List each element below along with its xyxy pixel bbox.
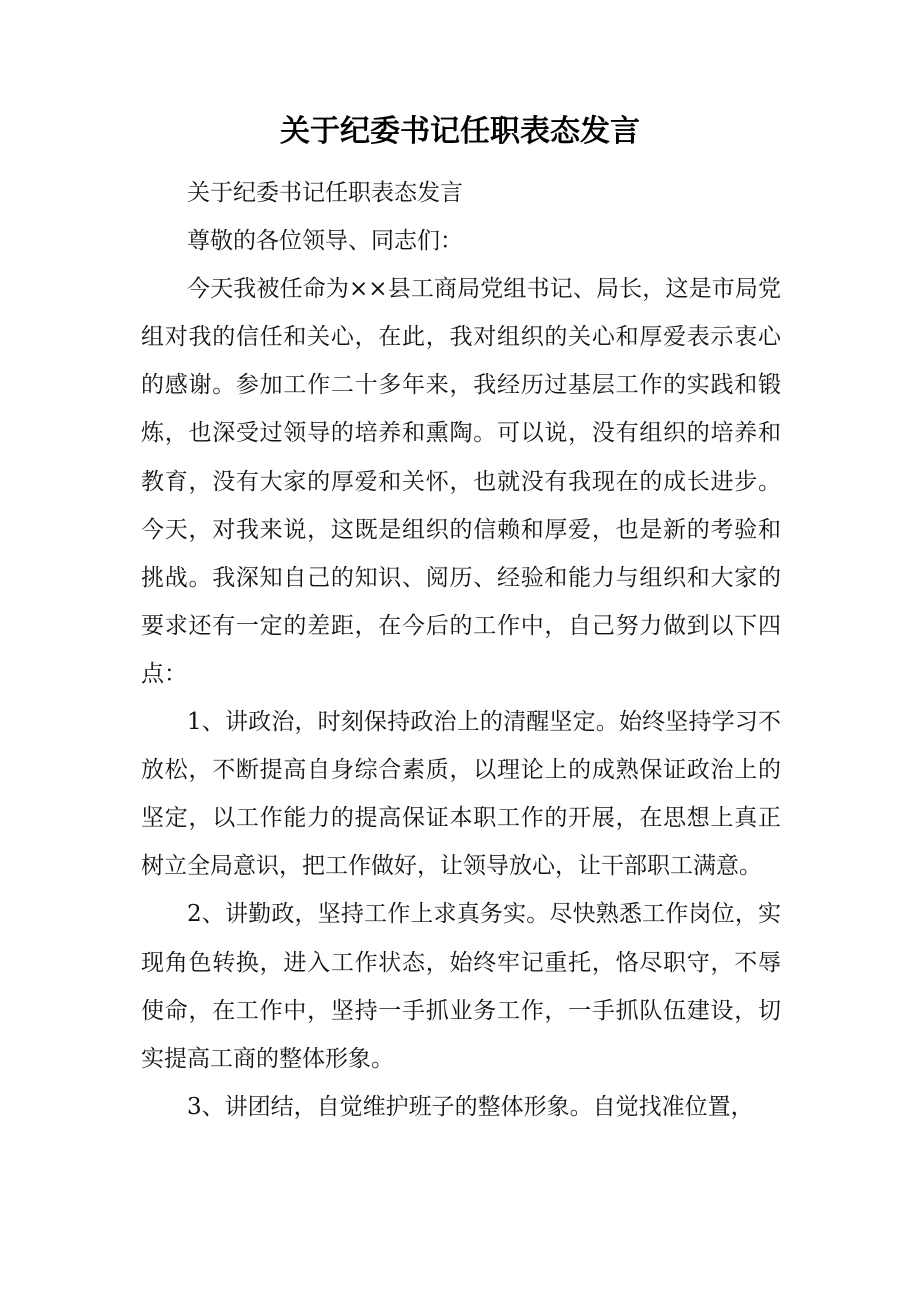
point-3-paragraph: 3、讲团结，自觉维护班子的整体形象。自觉找准位置，	[187, 1093, 754, 1120]
document-title: 关于纪委书记任职表态发言	[280, 114, 640, 149]
point-1-paragraph: 1、讲政治，时刻保持政治上的清醒坚定。始终坚持学习不放松，不断提高自身综合素质，以理论上的成熟保证政治上的坚定，以工作能力的提高保证本职工作的开展，在思想上真正树立全局意识，把工作做好，让领导放心，让干部职工满意。	[141, 709, 781, 880]
intro-paragraph: 今天我被任命为××县工商局党组书记、局长，这是市局党组对我的信任和关心，在此，我对组织的关心和厚爱表示衷心的感谢。参加工作二十多年来，我经历过基层工作的实践和锻炼，也深受过领导的培养和熏陶。可以说，没有组织的培养和教育，没有大家的厚爱和关怀，也就没有我现在的成长进步。今天，对我来说，这既是组织的信赖和厚爱，也是新的考验和挑战。我深知自己的知识、阅历、经验和能力与组织和大家的要求还有一定的差距，在今后的工作中，自己努力做到以下四点：	[141, 276, 781, 687]
document-body	[141, 169, 781, 1131]
point-2-paragraph: 2、讲勤政，坚持工作上求真务实。尽快熟悉工作岗位，实现角色转换，进入工作状态，始终牢记重托，恪尽职守，不辱使命，在工作中，坚持一手抓业务工作，一手抓队伍建设，切实提高工商的整体形象。	[141, 901, 781, 1072]
subtitle-paragraph: 关于纪委书记任职表态发言	[187, 180, 463, 206]
salutation-paragraph: 尊敬的各位领导、同志们：	[187, 228, 463, 255]
